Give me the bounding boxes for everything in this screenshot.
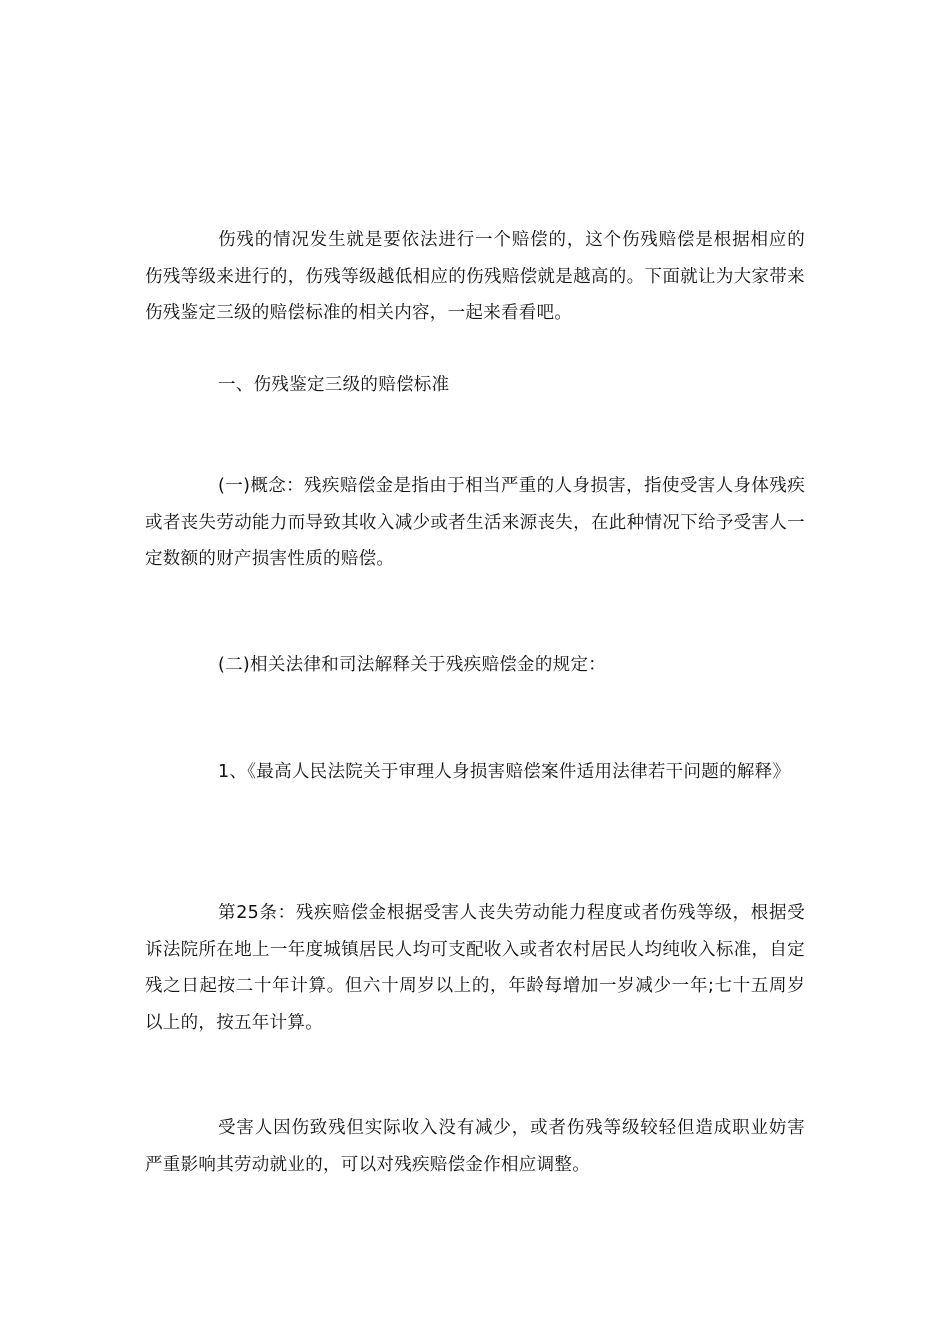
intro-paragraph: 伤残的情况发生就是要依法进行一个赔偿的，这个伤残赔偿是根据相应的伤残等级来进行的，伤残等级越低相应的伤残赔偿就是越高的。下面就让为大家带来伤残鉴定三级的赔偿标准的相关内容，一起来看看吧。 (145, 230, 805, 323)
article-25-paragraph: 第25条：残疾赔偿金根据受害人丧失劳动能力程度或者伤残等级，根据受诉法院所在地上一年度城镇居民人均可支配收入或者农村居民人均纯收入标准，自定残之日起按二十年计算。但六十周岁以上的，年龄每增加一岁减少一年;七十五周岁以上的，按五年计算。 (145, 903, 805, 1033)
concept-paragraph: (一)概念：残疾赔偿金是指由于相当严重的人身损害，指使受害人身体残疾或者丧失劳动能力而导致其收入减少或者生活来源丧失，在此种情况下给予受害人一定数额的财产损害性质的赔偿。 (145, 476, 805, 569)
adjustment-paragraph: 受害人因伤致残但实际收入没有减少，或者伤残等级较轻但造成职业妨害严重影响其劳动就业的，可以对残疾赔偿金作相应调整。 (145, 1118, 805, 1175)
law-title-paragraph: 1、《最高人民法院关于审理人身损害赔偿案件适用法律若干问题的解释》 (218, 762, 791, 782)
section-heading: 一、伤残鉴定三级的赔偿标准 (218, 375, 450, 395)
subsection-heading: (二)相关法律和司法解释关于残疾赔偿金的规定： (218, 655, 607, 675)
